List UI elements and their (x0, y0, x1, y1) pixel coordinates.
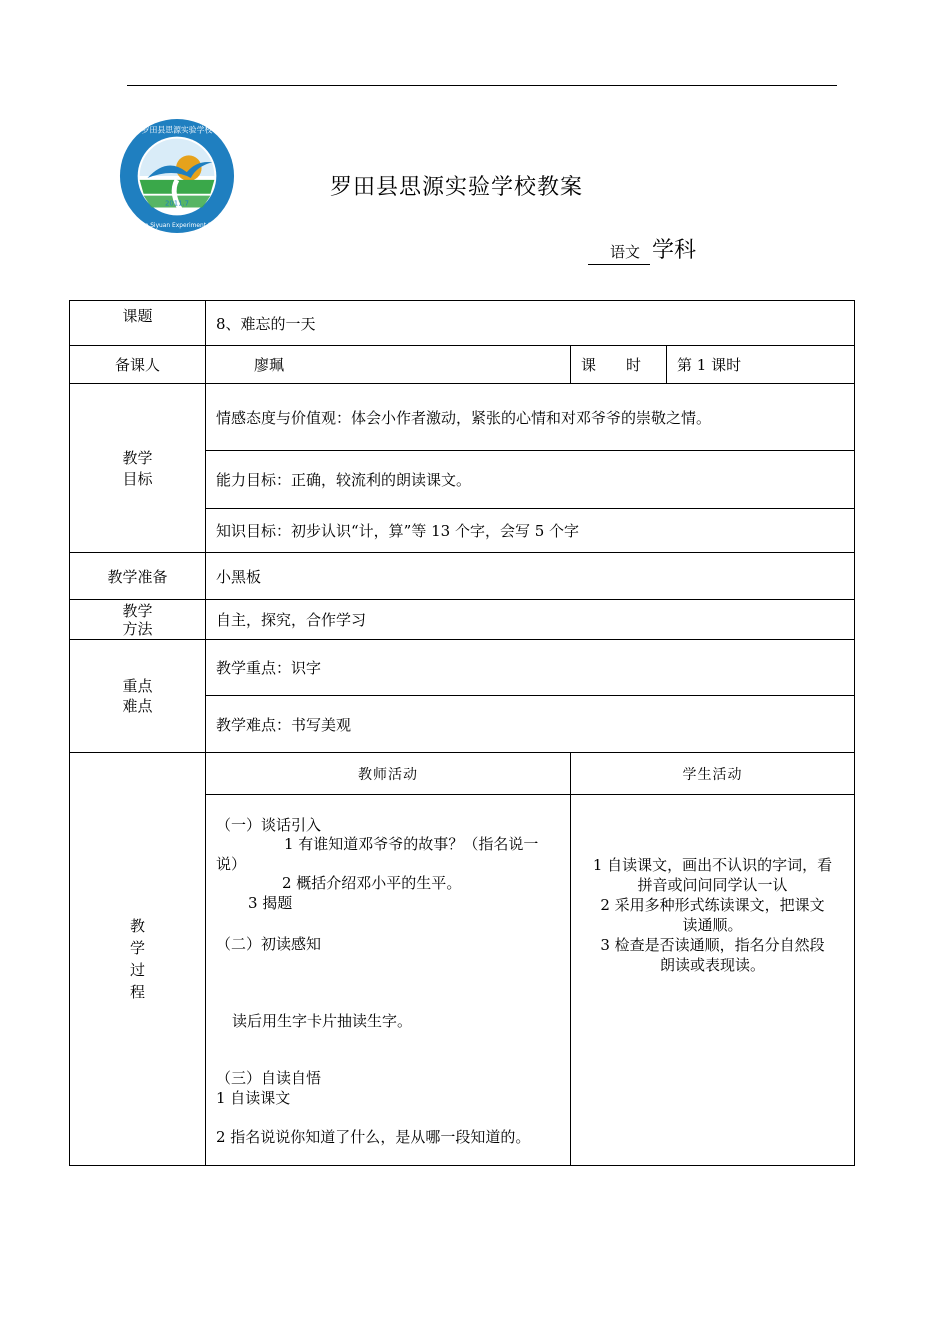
teacher-line: 读后用生字卡片抽读生字。 (232, 1012, 413, 1030)
teacher-line: （一）谈话引入 (216, 816, 322, 834)
student-line: 3 检查是否读通顺，指名分自然段 (600, 936, 825, 954)
header-rule (127, 85, 837, 86)
subject-value: 语文 (588, 241, 650, 265)
key-point: 教学重点：识字 (206, 640, 855, 696)
process-label-char: 教 (129, 917, 145, 935)
student-activity-cell (571, 795, 855, 1166)
method-value: 自主，探究，合作学习 (206, 600, 855, 640)
preparer-label: 备课人 (70, 346, 206, 384)
preparer-value: 廖珮 (206, 346, 571, 384)
teacher-line: （二）初读感知 (216, 935, 322, 953)
student-line: 朗读或表现读。 (660, 956, 766, 974)
period-label: 课 时 (571, 346, 667, 384)
process-label-char: 程 (129, 983, 145, 1001)
process-label (70, 753, 206, 1166)
period-value: 第 1 课时 (667, 346, 855, 384)
svg-text:罗田县思源实验学校: 罗田县思源实验学校 (141, 125, 213, 135)
subject-label: 学科 (652, 238, 697, 263)
goals-label-line: 目标 (122, 470, 153, 488)
goal-knowledge: 知识目标：初步认识“计，算”等 13 个字，会写 5 个字 (206, 509, 855, 553)
method-label (70, 600, 206, 640)
teacher-line: 3 揭题 (248, 894, 293, 912)
goals-label-line: 教学 (122, 449, 153, 467)
difficult-point: 教学难点：书写美观 (206, 696, 855, 753)
subject-line (588, 233, 696, 265)
teacher-line: 2 概括介绍邓小平的生平。 (282, 874, 462, 892)
process-label-char: 学 (129, 939, 145, 957)
student-line: 拼音或问问同学认一认 (637, 876, 788, 894)
student-line: 2 采用多种形式练读课文，把课文 (600, 896, 825, 914)
school-logo (118, 117, 236, 235)
method-label-line: 教学 (122, 601, 153, 620)
method-label-line: 方法 (122, 619, 153, 638)
teacher-line: 2 指名说说你知道了什么，是从哪一段知道的。 (216, 1128, 531, 1146)
student-line: 读通顺。 (682, 916, 743, 934)
school-title: 罗田县思源实验学校教案 (330, 175, 584, 200)
student-line: 1 自读课文，画出不认识的字词，看 (592, 856, 833, 874)
svg-text:Luotian Siyuan Experiment Scho: Luotian Siyuan Experiment School (126, 223, 228, 230)
teacher-line: 1 有谁知道邓爷爷的故事？（指名说一 (284, 835, 539, 853)
goal-emotion: 情感态度与价值观：体会小作者激动，紧张的心情和对邓爷爷的崇敬之情。 (206, 384, 855, 451)
prep-label: 教学准备 (70, 553, 206, 600)
teacher-line: 说） (216, 855, 247, 873)
process-label-char: 过 (129, 961, 145, 979)
goals-label (70, 384, 206, 553)
topic-label: 课题 (70, 301, 206, 346)
teacher-activity-header: 教师活动 (206, 753, 571, 795)
topic-value: 8、难忘的一天 (206, 301, 855, 346)
teacher-line: 1 自读课文 (216, 1089, 291, 1107)
teacher-line: （三）自读自悟 (216, 1069, 322, 1087)
teacher-activity-cell (206, 795, 571, 1166)
key-label (70, 640, 206, 753)
svg-text:2011.7: 2011.7 (164, 199, 190, 208)
goal-ability: 能力目标：正确，较流利的朗读课文。 (206, 451, 855, 509)
prep-value: 小黑板 (206, 553, 855, 600)
key-label-line: 重点 (122, 677, 153, 695)
lesson-plan-table (69, 300, 855, 1166)
student-activity-header: 学生活动 (571, 753, 855, 795)
key-label-line: 难点 (122, 697, 153, 715)
